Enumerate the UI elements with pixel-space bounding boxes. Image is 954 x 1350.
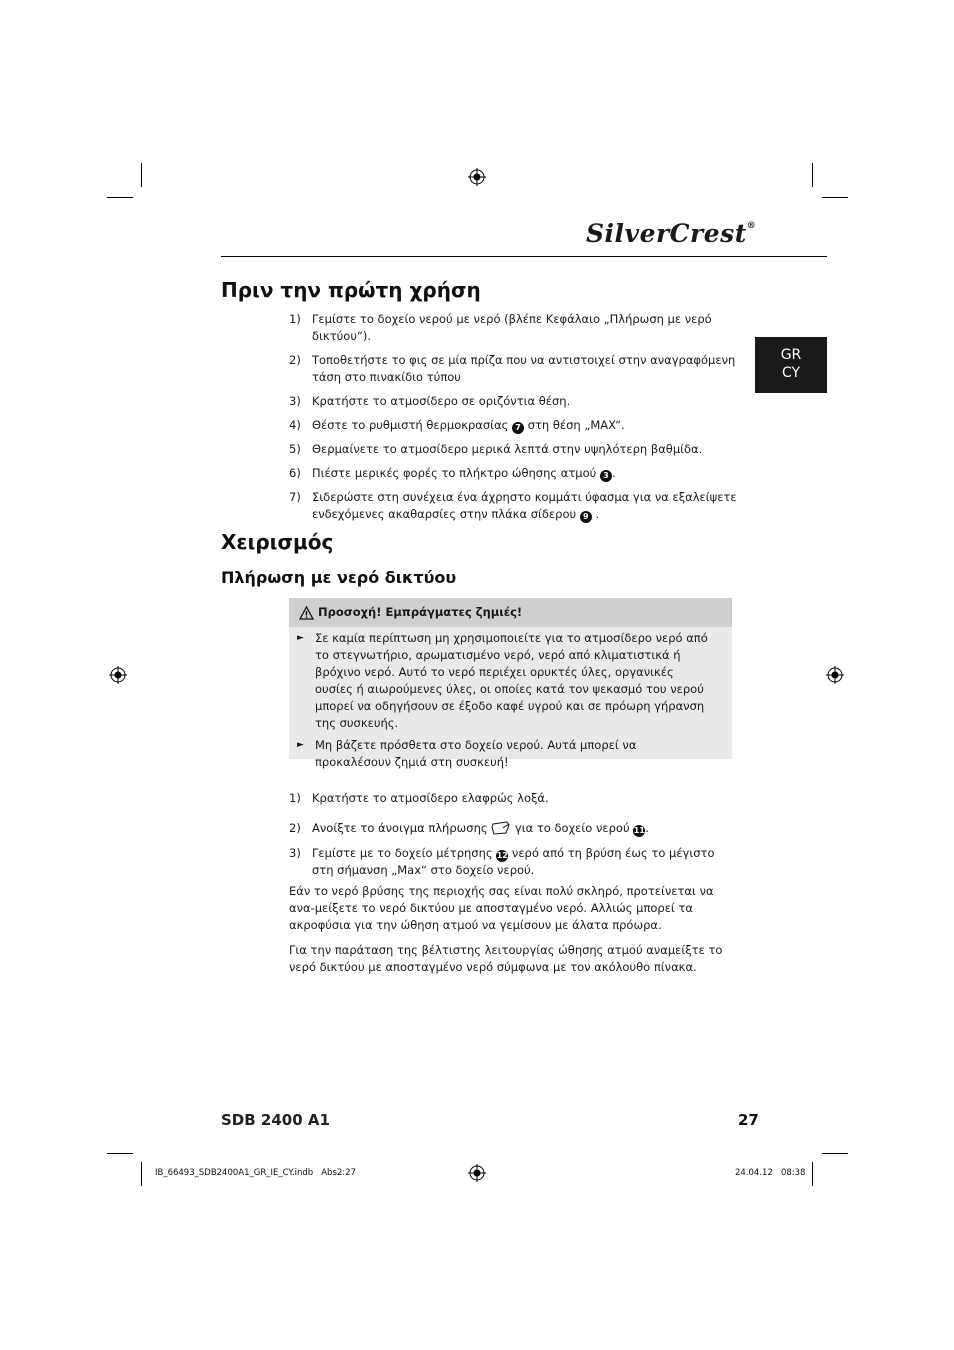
- step-item: 3) Κρατήστε το ατμοσίδερο σε οριζόντια θέση.: [289, 394, 571, 408]
- crop-mark: [107, 1153, 133, 1154]
- step-item: 6) Πιέστε μερικές φορές το πλήκτρο ώθησης ατμού 3 .: [289, 466, 616, 480]
- paragraph-hard-water: Εάν το νερό βρύσης της περιοχής σας είναι πολύ σκληρό, προτείνεται να ανα-μείξετε το νερό δικτύου με αποσταγμένο νερό. Αλλιώς μπορεί τα ακροφύσια για την ώθηση ατμού να γεμίσουν με άλατα πρόωρα.: [289, 884, 714, 932]
- bullet-arrow-icon: ►: [297, 633, 304, 643]
- warning-header: [289, 598, 732, 627]
- warning-triangle-icon: [299, 606, 314, 620]
- warning-item: ► Σε καμία περίπτωση μη χρησιμοποιείτε για το ατμοσίδερο νερό από το στεγνωτήριο, αρωματισμένο νερό, νερό από κλιματιστικά ή βρόχινο νερό. Αυτό το νερό περιέχει ορυκτές ύλες, οργανικές ουσίες ή αιωρούμενες ύλες, οι οποίες κατά τον ψεκασμό του νερού μπορεί να οδηγήσουν σε έξοδο καφέ υγρού και σε πρόωρη γήρανση της συσκευής.: [297, 631, 708, 730]
- warning-title: Προσοχή! Εμπράγματες ζημιές!: [318, 605, 523, 619]
- section-heading-first-use: Πριν την πρώτη χρήση: [221, 278, 481, 302]
- fill-steps: [289, 790, 739, 879]
- part-number-badge: 7: [512, 422, 524, 434]
- paragraph-mixing: Για την παράταση της βέλτιστης λειτουργίας ώθησης ατμού αναμείξτε το νερό δικτύου με αποσταγμένο νερό σύμφωνα με τον ακόλουθο πίνακα.: [289, 943, 723, 974]
- step-item: 2) Ανοίξτε το άνοιγμα πλήρωσης για το δοχείο νερού 11.: [289, 821, 649, 835]
- page-number: 27: [738, 1111, 759, 1129]
- part-number-badge: 12: [496, 851, 508, 860]
- header-rule: [221, 256, 827, 257]
- language-tab: [755, 337, 827, 393]
- fill-opening-icon: [491, 821, 511, 835]
- step-item: 4) Θέστε το ρυθμιστή θερμοκρασίας 7 στη θέση „MAX“.: [289, 418, 625, 432]
- brand-logo: SilverCrest®: [586, 219, 757, 248]
- step-item: 3) Γεμίστε με το δοχείο μέτρησης 12 νερό από τη βρύση έως το μέγιστο στη σήμανση „Max“ στο δοχείο νερού.: [289, 846, 715, 877]
- footer-model: SDB 2400 A1: [221, 1111, 330, 1129]
- crop-mark: [812, 1162, 813, 1186]
- language-code-cy: CY: [781, 365, 801, 381]
- registration-mark-icon: [468, 168, 486, 186]
- registration-mark-icon: [109, 666, 127, 684]
- step-item: 2) Τοποθετήστε το φις σε μία πρίζα που να αντιστοιχεί στην αναγραφόμενη τάση στο πινακίδιο τύπου: [289, 353, 736, 384]
- step-item: 5) Θερμαίνετε το ατμοσίδερο μερικά λεπτά στην υψηλότερη βαθμίδα.: [289, 442, 703, 456]
- warning-box: [289, 598, 732, 769]
- crop-mark: [141, 1162, 142, 1186]
- crop-mark: [141, 163, 142, 187]
- first-use-steps: [289, 311, 739, 523]
- bullet-arrow-icon: ►: [297, 740, 304, 750]
- subsection-heading-fill: Πλήρωση με νερό δικτύου: [221, 568, 457, 587]
- registration-mark-icon: [826, 666, 844, 684]
- part-number-badge: 9: [580, 511, 592, 523]
- part-number-badge: 11: [633, 826, 645, 835]
- language-code-gr: GR: [780, 347, 802, 363]
- crop-mark: [822, 197, 848, 198]
- crop-mark: [812, 163, 813, 187]
- step-item: 7) Σιδερώστε στη συνέχεια ένα άχρηστο κομμάτι ύφασμα για να εξαλείψετε ενδεχόμενες ακαθαρσίες στην πλάκα σίδερου 9 .: [289, 490, 737, 521]
- part-number-badge: 3: [600, 470, 612, 482]
- crop-mark: [107, 197, 133, 198]
- section-heading-operation: Χειρισμός: [221, 530, 334, 554]
- registration-mark-icon: [468, 1164, 486, 1182]
- print-date-info: 24.04.12 08:38: [735, 1168, 806, 1178]
- step-item: 1) Κρατήστε το ατμοσίδερο ελαφρώς λοξά.: [289, 791, 549, 805]
- print-file-info: IB_66493_SDB2400A1_GR_IE_CY.indb Abs2:27: [155, 1168, 356, 1178]
- crop-mark: [822, 1153, 848, 1154]
- warning-item: ► Μη βάζετε πρόσθετα στο δοχείο νερού. Αυτά μπορεί να προκαλέσουν ζημιά στη συσκευή!: [297, 738, 637, 769]
- step-item: 1) Γεμίστε το δοχείο νερού με νερό (βλέπε Κεφάλαιο „Πλήρωση με νερό δικτύου“).: [289, 312, 712, 343]
